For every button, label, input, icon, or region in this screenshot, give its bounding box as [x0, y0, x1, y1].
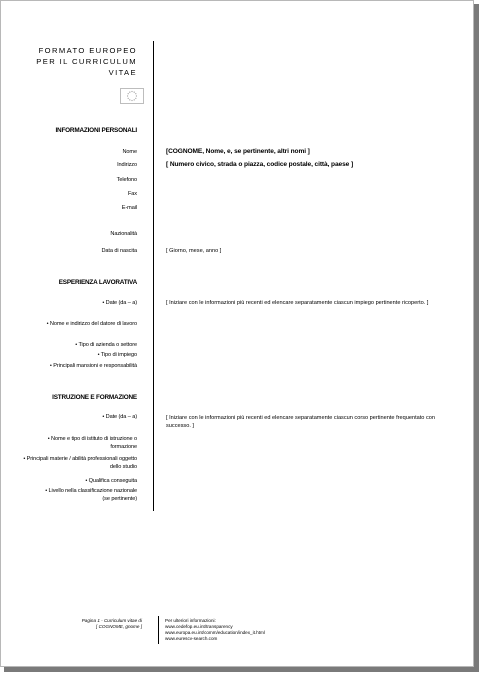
value-indirizzo: [ Numero civico, strada o piazza, codice postale, città, paese ] — [166, 161, 354, 168]
label-exp-date: • Date (da – a) — [102, 300, 137, 306]
title-line-2: PER IL CURRICULUM — [36, 57, 137, 66]
label-edu-subjects: • Principali materie / abilità professionali oggetto dello studio — [23, 456, 137, 470]
section-heading-personal: INFORMAZIONI PERSONALI — [55, 127, 137, 134]
label-telefono: Telefono — [116, 177, 137, 183]
label-email: E-mail — [121, 205, 137, 211]
label-edu-institute: • Nome e tipo di istituto di istruzione o formazione — [47, 436, 137, 450]
label-fax: Fax — [127, 191, 137, 197]
column-divider — [153, 41, 154, 511]
label-indirizzo: Indirizzo — [117, 162, 137, 168]
eu-stars-icon — [121, 89, 143, 103]
title-line-1: FORMATO EUROPEO — [38, 46, 137, 55]
eu-flag-icon — [120, 88, 144, 104]
page-shadow-bottom — [4, 667, 479, 672]
value-edu-date: [ Iniziare con le informazioni più recenti ed elencare separatamente ciascun corso pertinente frequentato con successo. ] — [166, 415, 435, 429]
page-shadow-right — [474, 4, 479, 672]
value-nome: [COGNOME, Nome, e, se pertinente, altri nomi ] — [166, 148, 310, 155]
footer-links — [165, 618, 265, 642]
value-data-nascita: [ Giorno, mese, anno ] — [166, 248, 222, 254]
section-heading-education: ISTRUZIONE E FORMAZIONE — [52, 394, 137, 401]
label-nome: Nome — [122, 149, 137, 155]
label-exp-job: • Tipo di impiego — [97, 352, 137, 358]
label-edu-level: • Livello nella classificazione nazionale (se pertinente) — [45, 488, 137, 502]
label-exp-employer: • Nome e indirizzo del datore di lavoro — [46, 321, 137, 327]
footer-divider — [158, 616, 159, 644]
label-exp-sector: • Tipo di azienda o settore — [75, 342, 137, 348]
footer-page-line-2: [ COGNOME, gnome ] — [96, 624, 142, 629]
footer-info-line-1: Per ulteriori informazioni: — [165, 618, 216, 623]
value-exp-date: [ Iniziare con le informazioni più recenti ed elencare separatamente ciascun impiego pertinente ricoperto. ] — [166, 300, 429, 306]
footer-link-cedefop[interactable]: www.cedefop.eu.int/transparency — [165, 624, 233, 629]
footer-link-europa[interactable]: www.europa.eu.int/comm/education/index_it.html — [165, 630, 265, 635]
label-exp-tasks: • Principali mansioni e responsabilità — [49, 363, 137, 369]
label-nazionalita: Nazionalità — [110, 231, 137, 237]
document-title — [7, 45, 137, 78]
label-edu-qualification: • Qualifica conseguita — [85, 478, 137, 484]
label-data-nascita: Data di nascita — [101, 248, 137, 254]
footer-link-eurescv[interactable]: www.eurescv-search.com — [165, 636, 218, 641]
section-heading-experience: ESPERIENZA LAVORATIVA — [58, 279, 137, 286]
label-edu-date: • Date (da – a) — [102, 414, 137, 420]
title-line-3: VITAE — [108, 68, 137, 77]
footer-page-line-1: Pagina 1 - Curriculum vitae di — [81, 618, 142, 623]
footer-page-info — [82, 618, 142, 630]
